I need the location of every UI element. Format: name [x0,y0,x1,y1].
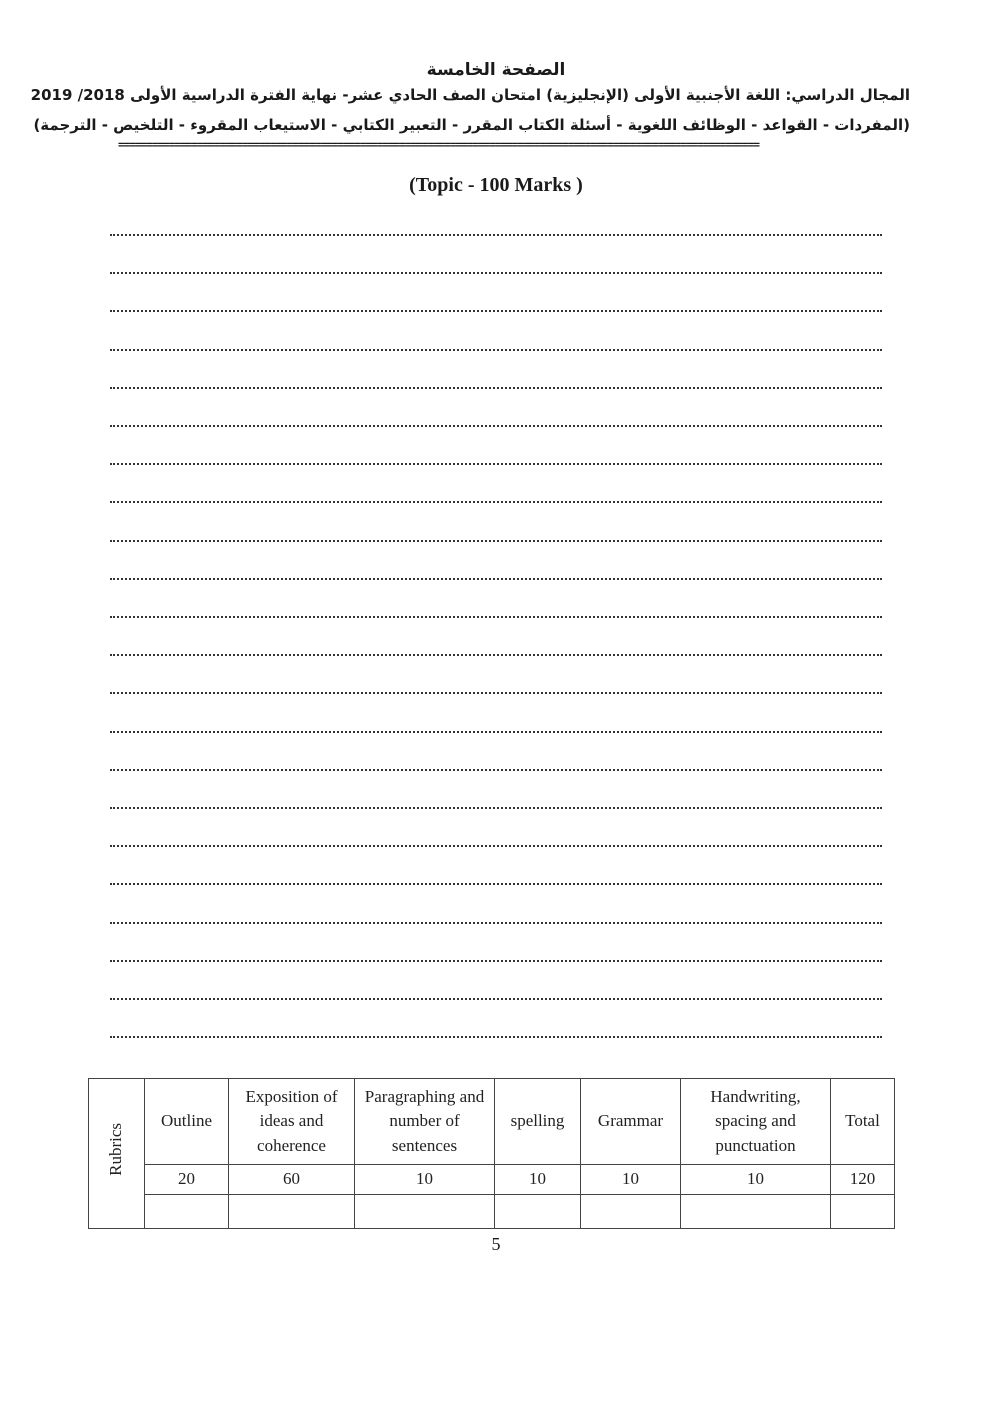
writing-line[interactable] [110,349,882,351]
writing-line[interactable] [110,425,882,427]
separator-line: ================================================================================================================== [118,138,759,151]
writing-line[interactable] [110,540,882,542]
writing-line[interactable] [110,310,882,312]
writing-line[interactable] [110,692,882,694]
page-number: 5 [491,1234,501,1254]
rubric-header-outline: Outline [145,1079,229,1165]
writing-line[interactable] [110,387,882,389]
writing-line[interactable] [110,234,882,236]
exam-header-line-2: (المفردات - القواعد - الوظائف اللغوية - أسئلة الكتاب المقرر - التعبير الكتابي - الاستيعاب المقروء - التلخيص - الترجمة) [33,116,910,134]
rubric-score-grammar[interactable] [581,1194,681,1228]
rubric-score-paragraphing[interactable] [355,1194,495,1228]
rubric-mark-exposition: 60 [229,1165,355,1195]
rubrics-table [88,1078,895,1229]
rubric-mark-paragraphing: 10 [355,1165,495,1195]
rubric-mark-total: 120 [831,1165,895,1195]
writing-line[interactable] [110,1036,882,1038]
writing-line[interactable] [110,883,882,885]
writing-line[interactable] [110,922,882,924]
exam-header-line-1: المجال الدراسي: اللغة الأجنبية الأولى (الإنجليزية) امتحان الصف الحادي عشر- نهاية الفترة الدراسية الأولى 2018/ 2019 [30,86,910,104]
writing-line[interactable] [110,731,882,733]
rubric-mark-spelling: 10 [495,1165,581,1195]
writing-line[interactable] [110,807,882,809]
rubric-score-handwriting[interactable] [681,1194,831,1228]
rubric-score-outline[interactable] [145,1194,229,1228]
rubric-header-handwriting: Handwriting, spacing and punctuation [681,1079,831,1165]
writing-line[interactable] [110,769,882,771]
writing-line[interactable] [110,272,882,274]
writing-line[interactable] [110,463,882,465]
rubric-header-grammar: Grammar [581,1079,681,1165]
rubric-header-exposition: Exposition of ideas and coherence [229,1079,355,1165]
rubric-score-spelling[interactable] [495,1194,581,1228]
rubric-mark-handwriting: 10 [681,1165,831,1195]
page-title: الصفحة الخامسة [426,60,566,80]
rubric-score-total[interactable] [831,1194,895,1228]
rubric-header-total: Total [831,1079,895,1165]
rubric-mark-outline: 20 [145,1165,229,1195]
writing-line[interactable] [110,960,882,962]
writing-line[interactable] [110,616,882,618]
rubrics-label-cell [89,1079,145,1229]
topic-heading: (Topic - 100 Marks ) [409,174,583,196]
rubric-header-paragraphing: Paragraphing and number of sentences [355,1079,495,1165]
rubric-score-exposition[interactable] [229,1194,355,1228]
rubric-mark-grammar: 10 [581,1165,681,1195]
rubrics-label: Rubrics [106,1123,126,1176]
writing-line[interactable] [110,845,882,847]
rubric-header-spelling: spelling [495,1079,581,1165]
writing-line[interactable] [110,578,882,580]
writing-line[interactable] [110,654,882,656]
writing-line[interactable] [110,501,882,503]
writing-line[interactable] [110,998,882,1000]
